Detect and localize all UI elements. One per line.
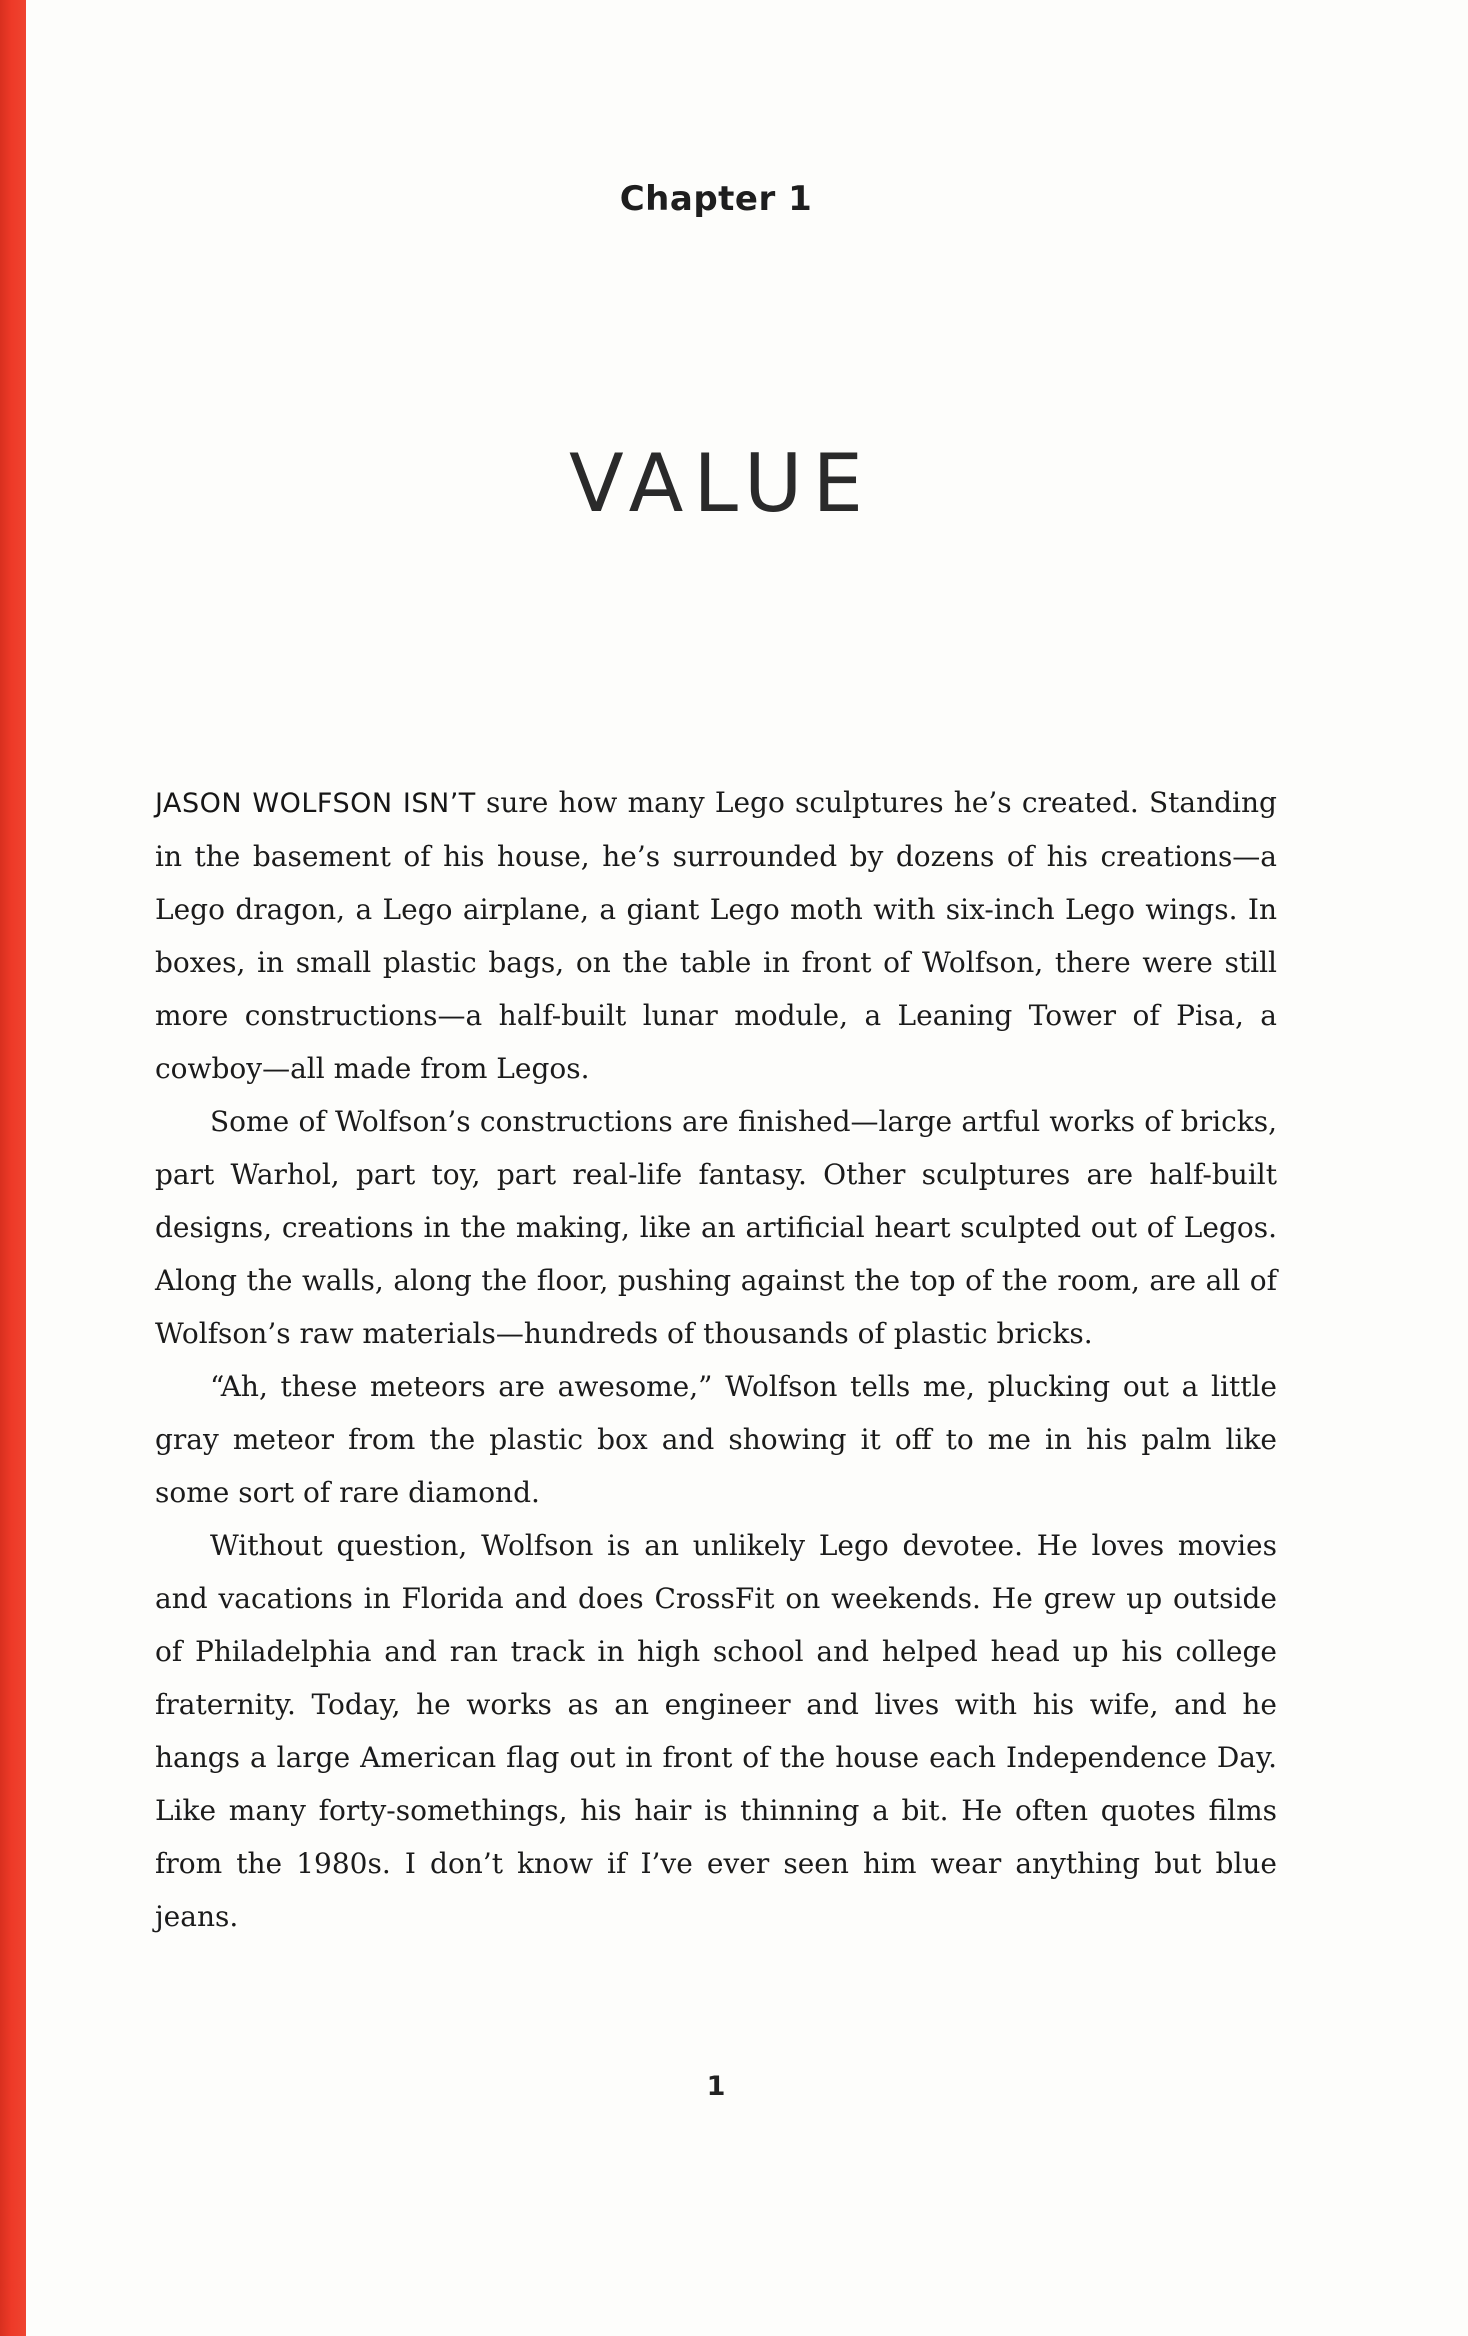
paragraph-4: Without question, Wolfson is an unlikely Lego devotee. He loves movies and vacations in Florida and does CrossFit on weekends. He grew up outside of Philadelphia and ran track in high school and helped head up his college fraternity. Today, he works as an engineer and lives with his wife, and he hangs a large American flag out in front of the house each Independence Day. Like many forty-somethings, his hair is thinning a bit. He often quotes films from the 1980s. I don’t know if I’ve ever seen him wear anything but blue jeans. (155, 1529, 1277, 1933)
chapter-label: Chapter 1 (619, 179, 813, 219)
paragraph-1 (155, 776, 1277, 1095)
chapter-title: VALUE (568, 437, 874, 530)
paragraph-3: “Ah, these meteors are awesome,” Wolfson tells me, plucking out a little gray meteor from the plastic box and showing it off to me in his palm like some sort of rare diamond. (155, 1370, 1277, 1509)
page-number: 1 (706, 2071, 726, 2102)
body-text (155, 776, 1277, 1943)
lead-in-caps: JASON WOLFSON ISN’T (155, 788, 476, 819)
paragraph-2: Some of Wolfson’s constructions are finished—large artful works of bricks, part Warhol, part toy, part real-life fantasy. Other sculptures are half-built designs, creations in the making, like an artificial heart sculpted out of Legos. Along the walls, along the floor, pushing against the top of the room, are all of Wolfson’s raw materials—hundreds of thousands of plastic bricks. (155, 1105, 1277, 1350)
paragraph-1-text: sure how many Lego sculptures he’s created. Standing in the basement of his house, he’s surrounded by dozens of his creations—a Lego dragon, a Lego airplane, a giant Lego moth with six-inch Lego wings. In boxes, in small plastic bags, on the table in front of Wolfson, there were still more constructions—a half-built lunar module, a Leaning Tower of Pisa, a cowboy—all made from Legos. (155, 786, 1277, 1085)
page-content (155, 0, 1277, 2102)
red-cover-edge-strip (0, 0, 26, 2336)
